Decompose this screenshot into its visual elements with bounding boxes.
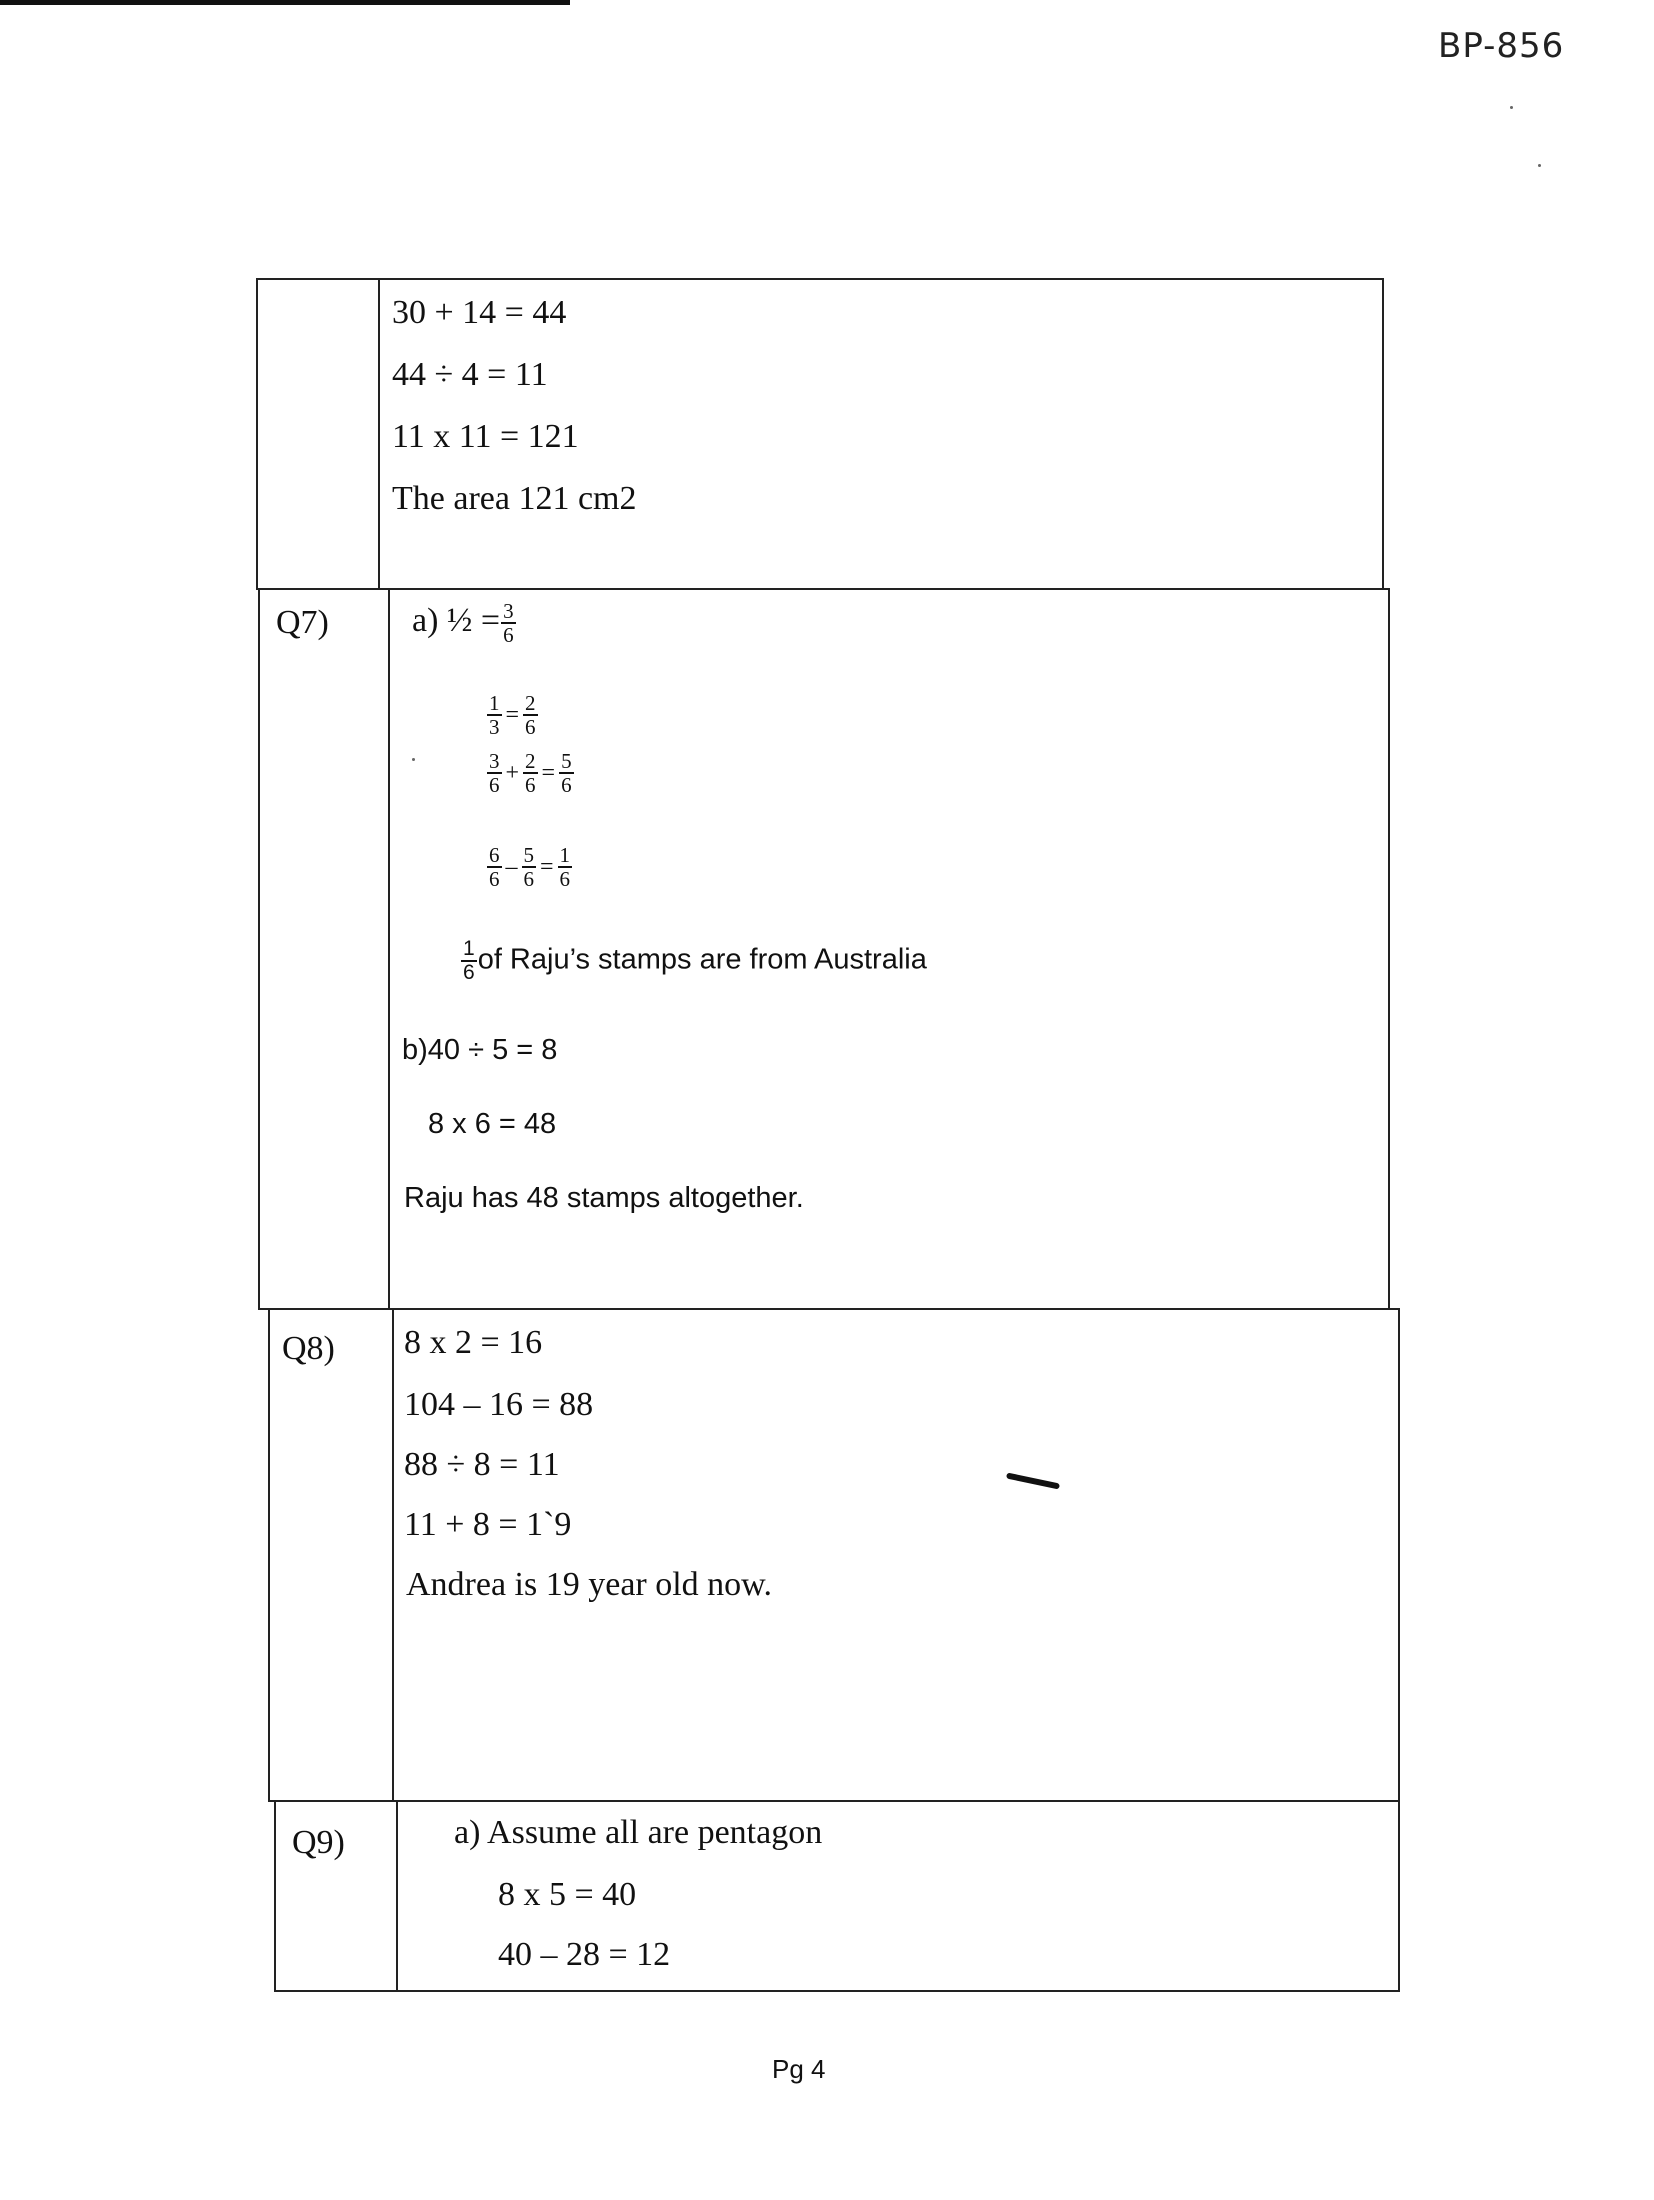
part-a-answer-text: of Raju’s stamps are from Australia [477, 943, 927, 976]
document-id: BP-856 [1438, 26, 1565, 66]
answer-statement: The area 121 cm2 [392, 480, 637, 517]
denominator: 6 [489, 867, 500, 892]
numerator: 1 [489, 691, 500, 715]
denominator: 6 [463, 961, 475, 985]
numerator: 1 [559, 843, 571, 867]
working-line: 44 ÷ 4 = 11 [392, 356, 548, 393]
fraction [558, 844, 573, 890]
numerator: 1 [461, 938, 477, 962]
answer-row-q9 [274, 1800, 1400, 1992]
numerator: 6 [489, 843, 500, 867]
fraction [487, 750, 502, 796]
plus-sign: + [505, 759, 520, 786]
numerator: 5 [523, 843, 534, 867]
part-b-line-2: 8 x 6 = 48 [428, 1108, 557, 1140]
column-divider [388, 590, 390, 1308]
denominator: 6 [503, 623, 514, 648]
fraction [523, 750, 538, 796]
fraction [501, 600, 516, 646]
question-label: Q7) [276, 604, 329, 641]
column-divider [396, 1802, 398, 1990]
denominator: 6 [525, 715, 536, 740]
denominator: 3 [489, 715, 500, 740]
fraction-equation-3 [486, 844, 573, 890]
scan-speck [412, 758, 415, 761]
numerator: 2 [525, 691, 536, 715]
working-line: 8 x 2 = 16 [404, 1324, 543, 1361]
column-divider [392, 1310, 394, 1800]
answer-row-q8 [268, 1308, 1400, 1802]
page-number: Pg 4 [772, 2054, 826, 2084]
working-line: 88 ÷ 8 = 11 [404, 1446, 560, 1483]
fraction-equation-1 [486, 692, 539, 738]
minus-sign: – [505, 853, 518, 880]
scan-speck [1538, 164, 1541, 167]
numerator: 5 [561, 749, 572, 773]
denominator: 6 [561, 773, 572, 798]
fraction [487, 692, 502, 738]
part-a-answer [460, 938, 927, 984]
fraction [523, 692, 538, 738]
answer-row-q6-continued [256, 278, 1384, 590]
fraction-equation-2 [486, 750, 575, 796]
working-line: 11 + 8 = 1`9 [404, 1506, 572, 1543]
working-line: 8 x 5 = 40 [498, 1876, 637, 1913]
equals-sign: = [541, 759, 556, 786]
working-line: 40 – 28 = 12 [498, 1936, 671, 1973]
equals-sign: = [505, 701, 520, 728]
fraction [461, 938, 477, 984]
numerator: 3 [489, 749, 500, 773]
part-a-prefix: a) ½ = [412, 601, 501, 639]
scan-speck [1510, 106, 1513, 109]
answer-statement: Andrea is 19 year old now. [406, 1566, 773, 1603]
numerator: 3 [503, 599, 514, 623]
question-label: Q8) [282, 1330, 335, 1367]
working-line: 104 – 16 = 88 [404, 1386, 594, 1423]
denominator: 6 [559, 867, 571, 892]
part-b-answer: Raju has 48 stamps altogether. [404, 1182, 804, 1214]
working-line: 11 x 11 = 121 [392, 418, 579, 455]
fraction [522, 844, 537, 890]
working-line: 30 + 14 = 44 [392, 294, 567, 331]
part-a-statement: a) Assume all are pentagon [454, 1814, 823, 1851]
denominator: 6 [489, 773, 500, 798]
answer-row-q7 [258, 588, 1390, 1310]
denominator: 6 [523, 867, 534, 892]
fraction [487, 844, 502, 890]
part-a-first-equation [412, 600, 517, 646]
question-label: Q9) [292, 1824, 345, 1861]
denominator: 6 [525, 773, 536, 798]
column-divider [378, 280, 380, 588]
fraction [559, 750, 574, 796]
top-rule [0, 0, 570, 5]
equals-sign: = [540, 853, 554, 880]
part-b-line-1: b)40 ÷ 5 = 8 [402, 1034, 558, 1066]
numerator: 2 [525, 749, 536, 773]
